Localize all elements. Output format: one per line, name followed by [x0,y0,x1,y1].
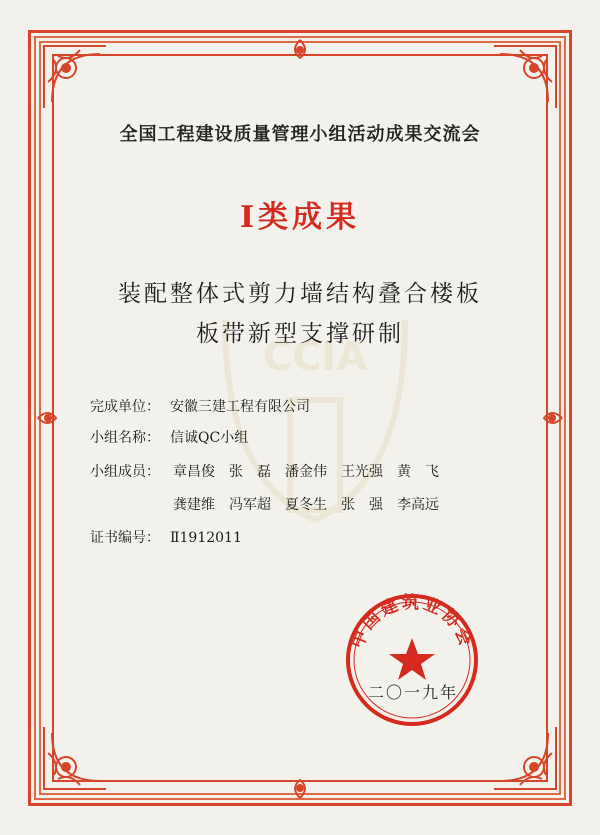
corner-ornament-icon [40,42,110,112]
unit-value: 安徽三建工程有限公司 [170,399,310,415]
official-seal-icon [342,590,482,730]
group-value: 信诚QC小组 [170,430,249,446]
members-list-row1 [173,461,453,481]
members-label: 小组成员： [90,464,160,480]
member-name: 张 强 [341,497,383,513]
corner-ornament-icon [40,723,110,793]
unit-row [90,396,310,416]
seal-text: 中国建筑业协会 [347,593,477,652]
organization-title: 全国工程建设质量管理小组活动成果交流会 [119,124,481,145]
member-name: 龚建维 [173,497,215,513]
cert-no-row [90,527,242,547]
top-ornament-icon [280,36,320,76]
left-ornament-icon [34,398,74,438]
project-title-line2: 板带新型支撑研制 [196,321,404,347]
member-name: 冯军超 [229,497,271,513]
award-title: Ⅰ类成果 [239,200,361,235]
member-name: 黄 飞 [397,464,439,480]
right-ornament-icon [526,398,566,438]
corner-ornament-icon [490,42,560,112]
member-name: 潘金伟 [285,464,327,480]
group-row [90,427,248,447]
member-name: 夏冬生 [285,497,327,513]
member-name: 章昌俊 [173,464,215,480]
watermark-text: CCIA [262,334,368,380]
project-title-line1: 装配整体式剪力墙结构叠合楼板 [118,281,482,307]
issue-date: 二〇一九年 [368,683,459,702]
corner-ornament-icon [490,723,560,793]
cert-no-label: 证书编号： [90,530,160,546]
unit-label: 完成单位： [90,399,160,415]
member-name: 王光强 [341,464,383,480]
member-name: 张 磊 [229,464,271,480]
members-row [90,461,170,481]
member-name: 李高远 [397,497,439,513]
bottom-ornament-icon [280,762,320,802]
members-list-row2 [173,494,453,514]
cert-no-value: Ⅱ1912011 [170,530,242,546]
group-label: 小组名称： [90,430,160,446]
